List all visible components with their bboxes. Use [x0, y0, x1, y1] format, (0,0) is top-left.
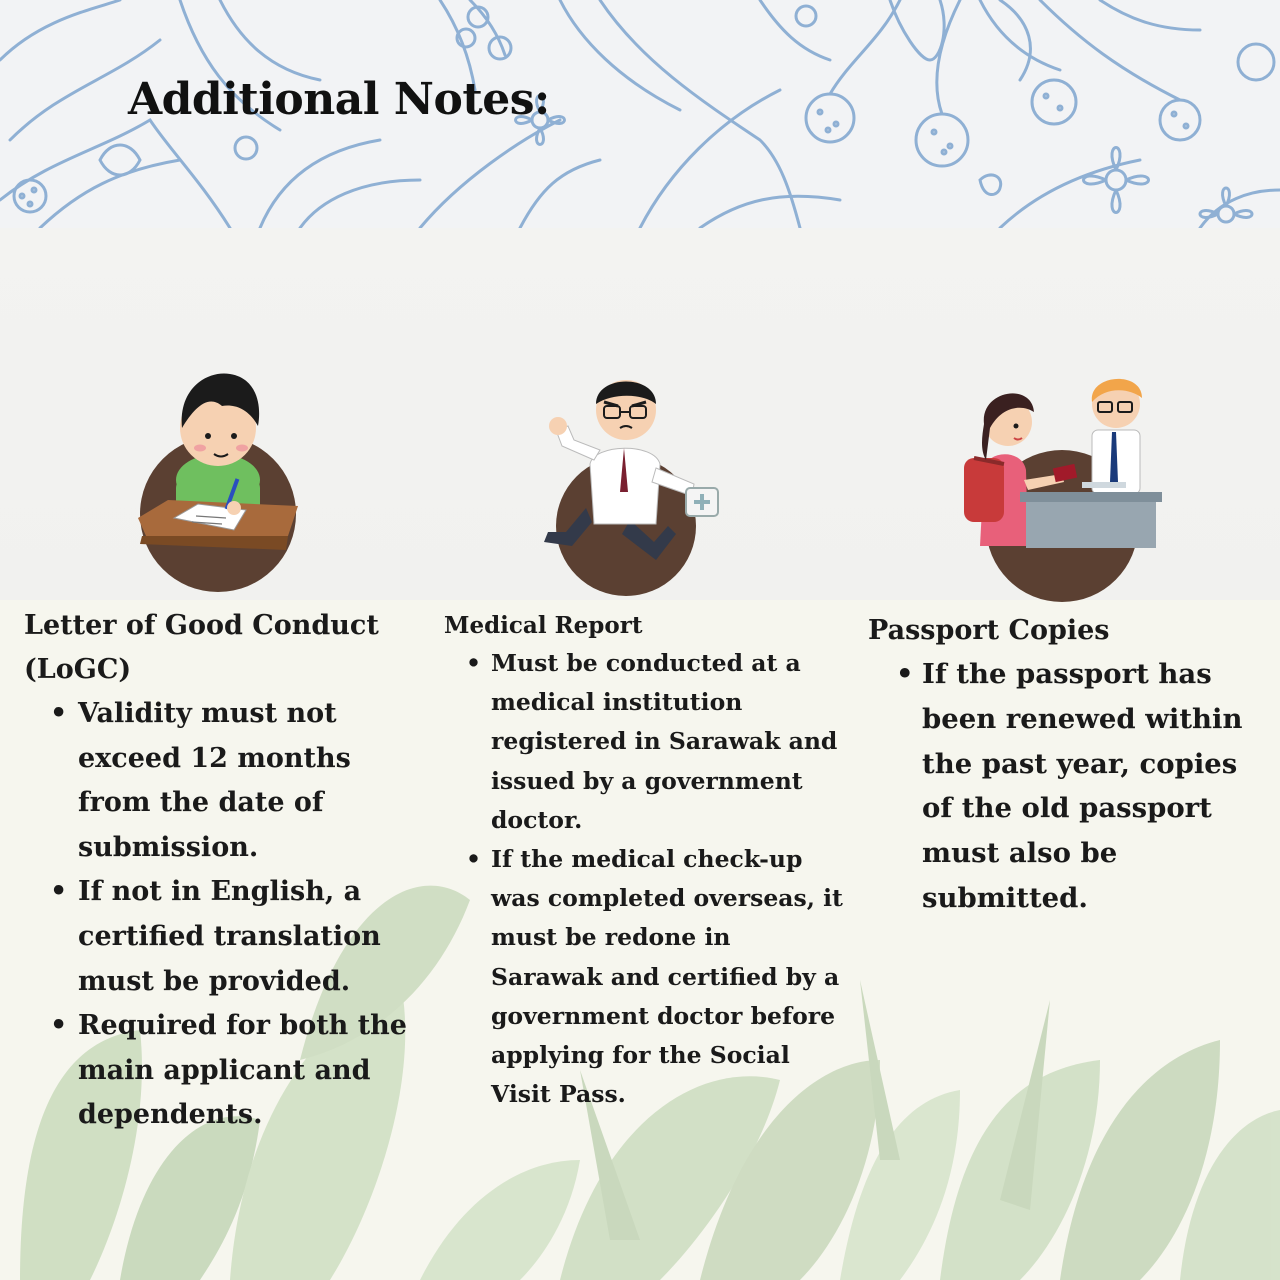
list-item: • Validity must not exceed 12 months from the date of submission.: [78, 692, 424, 870]
passport-copies-section: [868, 610, 1268, 921]
medical-report-section: [444, 608, 844, 1114]
student-writing-illustration: [138, 368, 298, 594]
passport-bullet-list: [868, 652, 1268, 921]
logc-section: [24, 604, 424, 1138]
list-item: • Must be conducted at a medical institution registered in Sarawak and issued by a government doctor.: [491, 644, 844, 840]
medical-report-title: Medical Report: [444, 612, 643, 639]
list-item: • If not in English, a certified translation must be provided.: [78, 870, 424, 1004]
doctor-running-illustration: [544, 364, 720, 600]
medical-bullet-list: [444, 644, 844, 1114]
logc-title: [24, 604, 424, 692]
logc-title-line2: (LoGC): [24, 654, 132, 685]
page-title: Additional Notes:: [128, 74, 550, 125]
floral-header-band: [0, 0, 1280, 228]
passport-copies-title: Passport Copies: [868, 615, 1110, 646]
list-item: • Required for both the main applicant and dependents.: [78, 1004, 424, 1138]
passport-counter-illustration: [962, 370, 1164, 602]
list-item: • If the passport has been renewed within the past year, copies of the old passport must also be submitted.: [922, 652, 1268, 921]
logc-bullet-list: [24, 692, 424, 1138]
list-item: • If the medical check-up was completed overseas, it must be redone in Sarawak and certified by a government doctor before applying for the Social Visit Pass.: [491, 840, 844, 1114]
logc-title-line1: Letter of Good Conduct: [24, 610, 379, 641]
